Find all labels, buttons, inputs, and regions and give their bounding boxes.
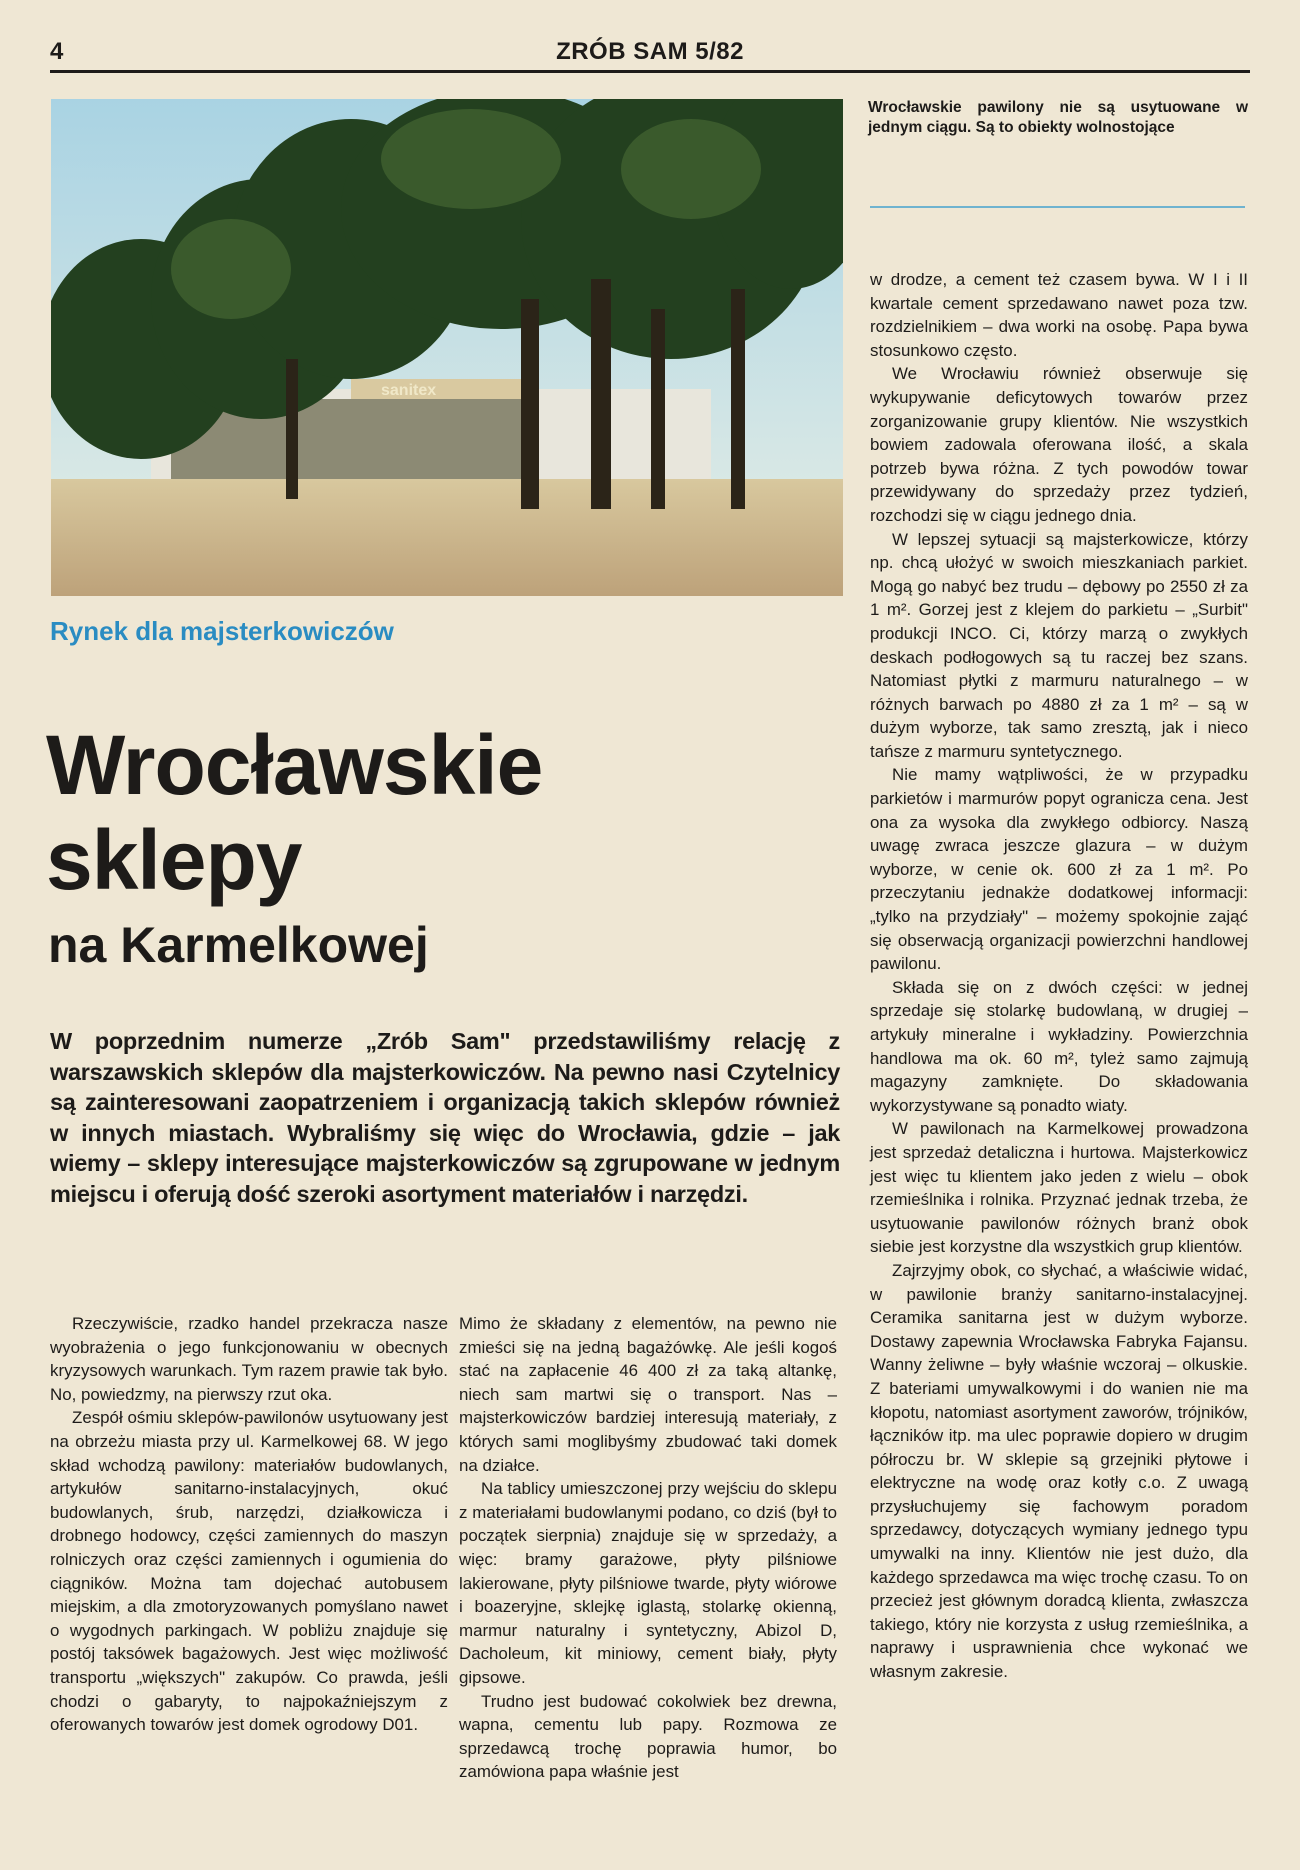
paragraph: We Wrocławiu również obserwuje się wykupywanie deficytowych towarów przez zorganizowanie grupy klientów. Nie wszystkich bowiem zadowala oferowana ilość, a skala potrzeb bywa różna. Z tych powodów towar przewidywany do sprzedaży przez tydzień, rozchodzi się w ciągu jednego dnia. bbox=[870, 364, 1248, 525]
article-kicker: Rynek dla majsterkowiczów bbox=[50, 616, 394, 646]
text-column-2 bbox=[459, 1312, 837, 1784]
text-column-1 bbox=[50, 1312, 448, 1737]
article-title-line2: sklepy bbox=[46, 813, 302, 907]
paragraph: Składa się on z dwóch części: w jednej sprzedaje się stolarkę budowlaną, w drugiej – artykuły mineralne i wykładziny. Powierzchnia handlowa ma ok. 60 m², tyleż samo zajmują magazyny zamknięte. Do składowania wykorzystywane są ponadto wiaty. bbox=[870, 977, 1248, 1115]
paragraph: Na tablicy umieszczonej przy wejściu do sklepu z materiałami budowlanymi podano, co dziś (był to początek sierpnia) znajduje się w sprzedaży, a więc: bramy garażowe, płyty pilśniowe lakierowane, płyty pilśniowe twarde, płyty wiórowe i boazeryjne, sklejkę iglastą, stolarkę okienną, marmur naturalny i syntetyczny, Abizol D, Dacholeum, kit miniowy, cement biały, płyty gipsowe. bbox=[459, 1479, 837, 1687]
page-number: 4 bbox=[50, 38, 64, 65]
photo-caption: Wrocławskie pawilony nie są usytuowane w jednym ciągu. Są to obiekty wolnostojące bbox=[868, 99, 1248, 136]
article-lead: W poprzednim numerze „Zrób Sam" przedstawiliśmy relację z warszawskich sklepów dla majsterkowiczów. Na pewno nasi Czytelnicy są zainteresowani zaopatrzeniem i organizacją takich sklepów również w innych miastach. Wybraliśmy się więc do Wrocławia, gdzie – jak wiemy – sklepy interesujące majsterkowiczów są zgrupowane w jednym miejscu i oferują dość szeroki asortyment materiałów i narzędzi. bbox=[50, 1028, 840, 1207]
paragraph: w drodze, a cement też czasem bywa. W I i II kwartale cement sprzedawano nawet poza tzw. rozdzielnikiem – dwa worki na osobę. Papa bywa stosunkowo często. bbox=[870, 270, 1248, 360]
paragraph: Zajrzyjmy obok, co słychać, a właściwie widać, w pawilonie branży sanitarno-instalacyjnej. Ceramika sanitarna jest w dużym wyborze. Dostawy zapewnia Wrocławska Fabryka Fajansu. Wanny żeliwne – były właśnie wczoraj – olkuskie. Z bateriami umywalkowymi i do wanien nie ma kłopotu, natomiast asortyment zaworów, trójników, łączników itp. ma ulec poprawie dopiero w drugim półroczu br. W sklepie są grzejniki płytowe i elektryczne na wodę oraz kotły c.o. Z uwagą przysłuchujemy się fachowym poradom sprzedawcy, dotyczących wymiany jednego typu umywalki na inny. Klientów nie jest dużo, dla każdego sprzedawca ma więc trochę czasu. To on przecież jest głównym doradcą klienta, zwłaszcza takiego, który nie korzysta z usług rzemieślnika, a naprawy i usprawnienia chce wykonać we własnym zakresie. bbox=[870, 1260, 1248, 1682]
paragraph: Zespół ośmiu sklepów-pawilonów usytuowany jest na obrzeżu miasta przy ul. Karmelkowej 68. W jego skład wchodzą pawilony: materiałów budowlanych, artykułów sanitarno-instalacyjnych, okuć budowlanych, śrub, narzędzi, działkowicza i drobnego hodowcy, części zamiennych do maszyn rolniczych oraz części zamiennych i ogumienia do ciągników. Można tam dojechać autobusem miejskim, a dla zmotoryzowanych pomyślano nawet o wygodnych parkingach. W pobliżu znajduje się postój taksówek bagażowych. Jest więc możliwość transportu „większych" zakupów. Co prawda, jeśli chodzi o gabaryty, to najpokaźniejszym z oferowanych towarów jest domek ogrodowy D01. bbox=[50, 1408, 448, 1735]
ground bbox=[51, 479, 843, 596]
paragraph: Mimo że składany z elementów, na pewno nie zmieści się na jedną bagażówkę. Ale jeśli kogoś stać na zapłacenie 46 400 zł za taką altankę, niech sam martwi się o transport. Nas – majsterkowiczów bardziej interesują materiały, z których sami moglibyśmy zbudować taki domek na działce. bbox=[459, 1314, 837, 1475]
shop-sign: sanitex bbox=[381, 382, 437, 399]
paragraph: Trudno jest budować cokolwiek bez drewna, wapna, cementu lub papy. Rozmowa ze sprzedawcą trochę poprawia humor, bo zamówiona papa właśnie jest bbox=[459, 1691, 837, 1782]
running-title: ZRÓB SAM 5/82 bbox=[556, 38, 744, 65]
caption-rule bbox=[870, 206, 1245, 208]
article-title-line1: Wrocławskie bbox=[46, 718, 543, 812]
paragraph: Nie mamy wątpliwości, że w przypadku parkietów i marmurów popyt ogranicza cena. Jest ona za wysoka dla zwykłego odbiorcy. Naszą uwagę zwraca jeszcze glazura – w dużym wyborze, w cenie ok. 600 zł za 1 m². Po przeczytaniu jednakże dodatkowej informacji: „tylko na przydziały" – możemy spokojnie zająć się obserwacją organizacji powierzchni handlowej pawilonu. bbox=[870, 765, 1248, 974]
photo-pavilions bbox=[51, 99, 843, 596]
article-subtitle: na Karmelkowej bbox=[48, 917, 429, 973]
text-column-3 bbox=[870, 268, 1248, 1684]
paragraph: Rzeczywiście, rzadko handel przekracza nasze wyobrażenia o jego funkcjonowaniu w obecnych kryzysowych warunkach. Tym razem prawie tak było. No, powiedzmy, na pierwszy rzut oka. bbox=[50, 1314, 448, 1404]
header-rule bbox=[50, 70, 1250, 73]
paragraph: W pawilonach na Karmelkowej prowadzona jest sprzedaż detaliczna i hurtowa. Majsterkowicz jest więc tu klientem jako jeden z wielu – obok rzemieślnika i rolnika. Przyznać jednak trzeba, że usytuowanie pawilonów różnych branż obok siebie jest korzystne dla wszystkich grup klientów. bbox=[870, 1119, 1248, 1257]
paragraph: W lepszej sytuacji są majsterkowicze, którzy np. chcą ułożyć w swoich mieszkaniach parkiet. Mogą go nabyć bez trudu – dębowy po 2550 zł za 1 m². Gorzej jest z klejem do parkietu – „Surbit" produkcji INCO. Ci, którzy marzą o zwykłych deskach podłogowych są tu raczej bez szans. Natomiast płytki z marmuru naturalnego – w różnych barwach po 4880 zł za 1 m² – są w dużym wyborze, tak samo zresztą, jak i nieco tańsze z marmuru syntetycznego. bbox=[870, 529, 1248, 761]
